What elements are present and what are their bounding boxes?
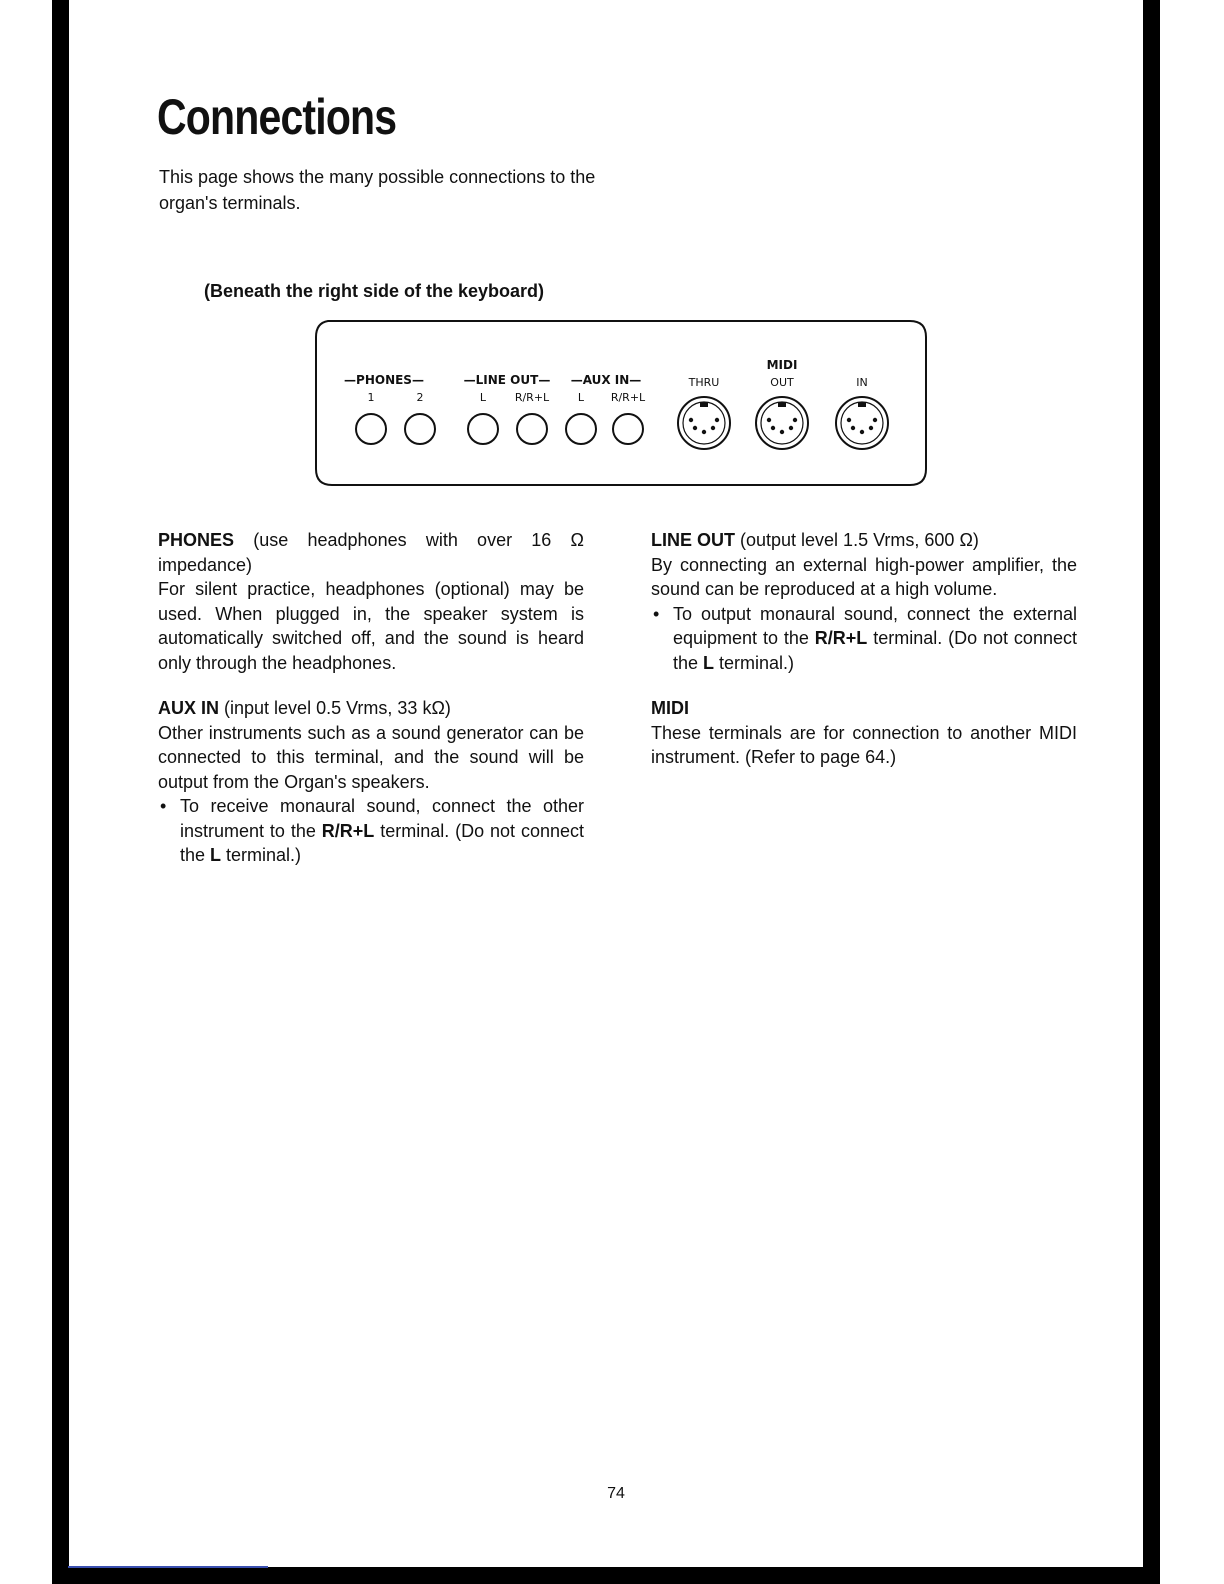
phones-section <box>158 528 584 675</box>
bullet-bold: L <box>210 845 222 865</box>
midi-label: MIDI <box>766 358 798 372</box>
phones-2-jack <box>405 414 435 444</box>
line-out-heading: LINE OUT <box>651 530 735 550</box>
phones-heading-line <box>158 528 584 577</box>
line-out-label: —LINE OUT— <box>463 373 551 387</box>
bullet-bold: L <box>703 652 715 673</box>
line-out-bullets <box>651 602 1077 676</box>
phones-1-label: 1 <box>367 391 375 404</box>
midi-body: These terminals are for connection to another MIDI instrument. (Refer to page 64.) <box>651 722 1077 767</box>
line-out-section <box>651 528 1077 675</box>
intro-text: This page shows the many possible connections to the organ's terminals. <box>159 167 596 213</box>
phones-heading: PHONES <box>158 530 235 550</box>
midi-heading: MIDI <box>651 698 689 718</box>
line-out-heading-note: (output level 1.5 Vrms, 600 Ω) <box>735 530 979 550</box>
midi-out-label: OUT <box>770 376 794 389</box>
bullet-text: terminal.) <box>714 652 795 673</box>
panel-caption: (Beneath the right side of the keyboard) <box>204 281 545 301</box>
bullet-text: To receive monaural sound, connect the other instrument to the <box>180 796 584 841</box>
aux-in-heading-line <box>158 696 584 721</box>
line-out-rl-marker: R/R+L <box>514 391 550 404</box>
left-column <box>158 528 584 889</box>
scan-border-right <box>1143 0 1160 1584</box>
line-out-heading-line <box>651 528 1077 553</box>
aux-in-heading-note: (input level 0.5 Vrms, 33 kΩ) <box>219 698 451 718</box>
aux-in-heading: AUX IN <box>158 698 220 718</box>
page-title: Connections <box>157 89 397 145</box>
aux-in-l-marker: L <box>577 391 585 404</box>
bullet-bold: R/R+L <box>321 820 375 841</box>
scan-border-left <box>52 0 69 1584</box>
midi-in-label: IN <box>856 376 868 389</box>
midi-section <box>651 696 1077 770</box>
line-out-l-marker: L <box>479 391 487 404</box>
bullet-text: terminal. (Do not connect the <box>180 820 584 865</box>
line-out-body: By connecting an external high-power amplifier, the sound can be reproduced at a high volume. <box>651 554 1077 599</box>
bullet-bold: R/R+L <box>814 628 868 648</box>
line-out-rl-jack <box>517 414 547 444</box>
line-out-l-jack <box>468 414 498 444</box>
midi-out-socket <box>756 397 808 449</box>
phones-body: For silent practice, headphones (optional) may be used. When plugged in, the speaker system is automatically switched off, and the sound is heard only through the headphones. <box>158 579 584 673</box>
midi-thru-socket <box>678 397 730 449</box>
aux-in-bullets <box>158 794 584 868</box>
phones-label: —PHONES— <box>344 373 424 387</box>
page-number: 74 <box>607 1485 625 1502</box>
aux-in-rl-jack <box>613 414 643 444</box>
phones-2-label: 2 <box>416 391 424 404</box>
phones-1-jack <box>356 414 386 444</box>
bullet-text: terminal.) <box>221 845 302 865</box>
aux-in-body: Other instruments such as a sound generator can be connected to this terminal, and the sound will be output from the Organ's speakers. <box>158 722 584 792</box>
midi-heading-line <box>651 696 1077 721</box>
line-out-bullet <box>651 602 1077 676</box>
midi-in-socket <box>836 397 888 449</box>
right-column <box>651 528 1077 791</box>
aux-in-label: —AUX IN— <box>570 373 642 387</box>
aux-in-l-jack <box>566 414 596 444</box>
aux-in-bullet <box>158 794 584 868</box>
scan-border-accent <box>68 1566 268 1568</box>
terminal-panel-diagram <box>314 319 930 489</box>
aux-in-section <box>158 696 584 868</box>
bullet-text: To output monaural sound, connect the external equipment to the <box>673 603 1077 648</box>
midi-thru-label: THRU <box>688 376 720 389</box>
phones-heading-note: (use headphones with over 16 Ω impedance) <box>158 530 584 575</box>
aux-in-rl-marker: R/R+L <box>610 391 646 404</box>
scan-border-bottom <box>52 1567 1160 1584</box>
bullet-text: terminal. (Do not connect the <box>673 628 1077 673</box>
